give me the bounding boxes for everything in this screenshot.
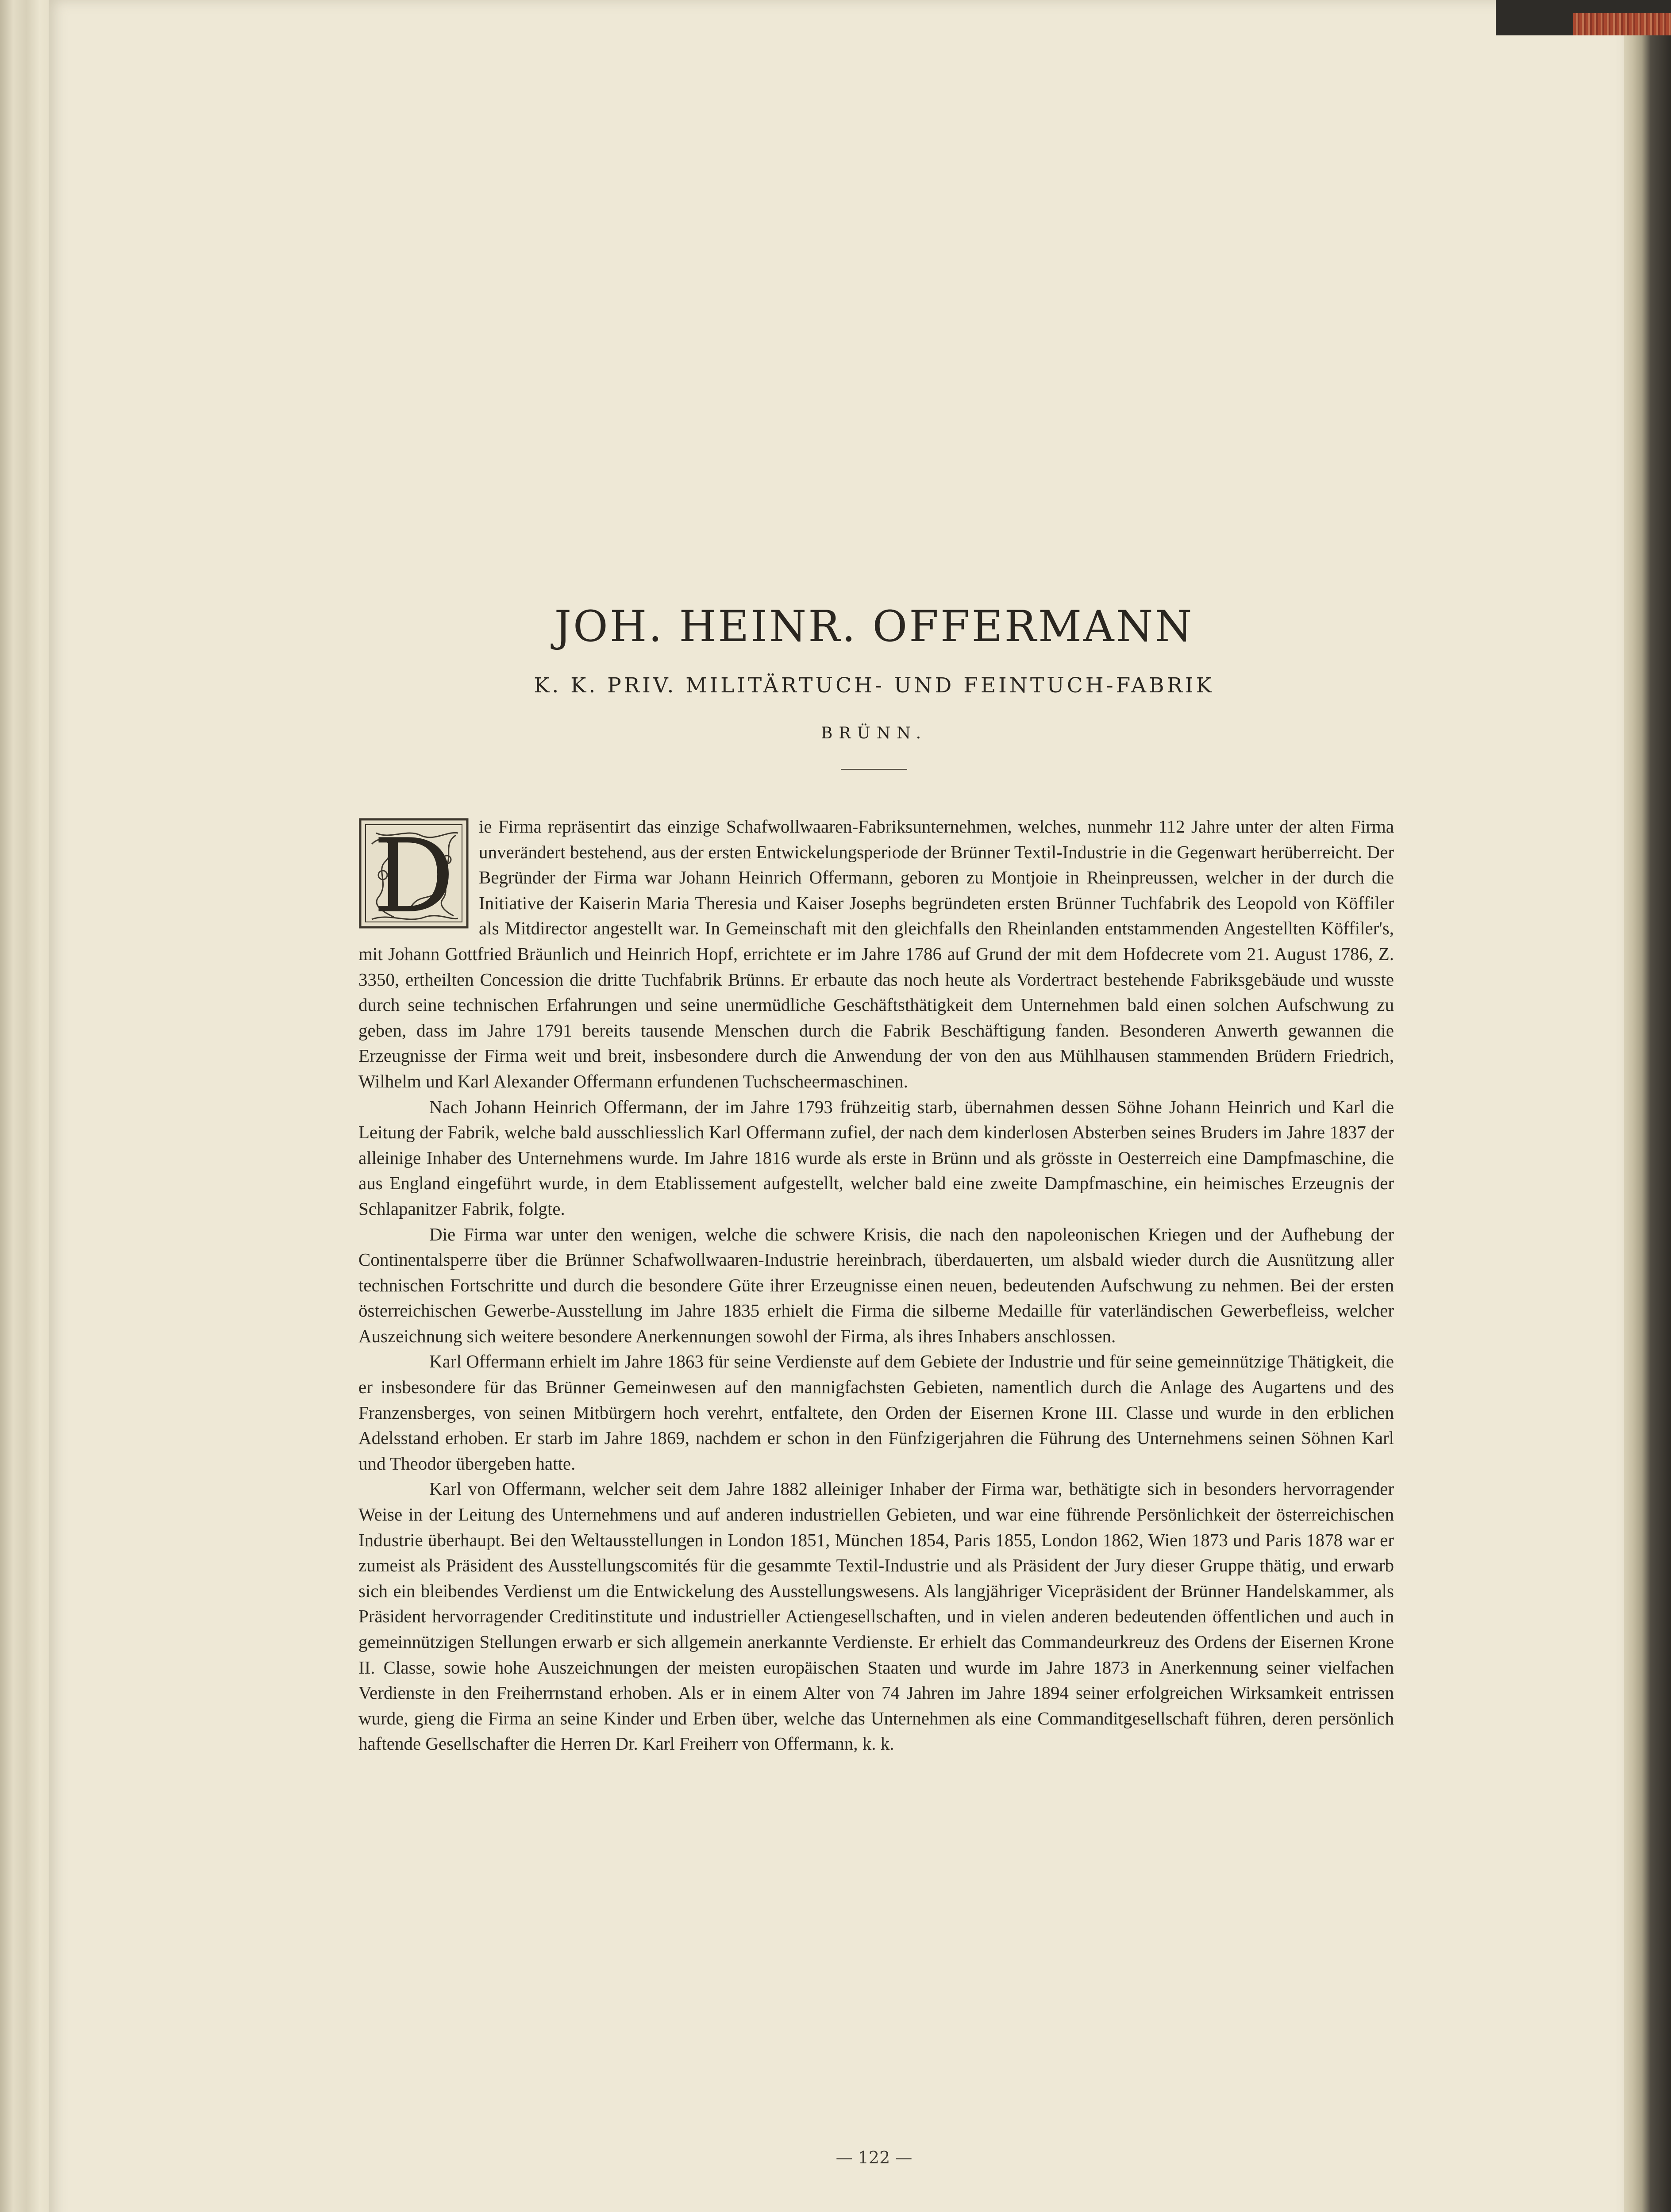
- header-divider: [841, 769, 907, 770]
- facing-page-edge: [1624, 0, 1671, 2212]
- paragraph-5: Karl von Offermann, welcher seit dem Jahre 1882 alleiniger Inhaber der Firma war, bethätigte sich in besonders hervorragender Weise in der Leitung des Unternehmens und auf anderen industriellen Gebieten, und war eine führende Persönlichkeit der österreichischen Industrie überhaupt. Bei den Weltausstellungen in London 1851, München 1854, Paris 1855, London 1862, Wien 1873 und Paris 1878 war er zumeist als Präsident des Ausstellungscomités für die gesammte Textil-Industrie und als Präsident der Jury dieser Gruppe thätig, und erwarb sich ein bleibendes Verdienst um die Entwickelung des Ausstellungswesens. Als langjähriger Vicepräsident der Brünner Handelskammer, als Präsident hervorragender Creditinstitute und industrieller Actiengesellschaften, und in vielen anderen bedeutenden öffentlichen und auch in gemeinnützigen Stellungen erwarb er sich allgemein anerkannte Verdienste. Er erhielt das Commandeurkreuz des Ordens der Eisernen Krone II. Classe, sowie hohe Auszeichnungen der meisten europäischen Staaten und wurde im Jahre 1873 in Anerkennung seiner vielfachen Verdienste in den Freiherrnstand erhoben. Als er in einem Alter von 74 Jahren im Jahre 1894 seiner erfolgreichen Wirksamkeit entrissen wurde, gieng die Firma an seine Kinder und Erben über, welche das Unternehmen als eine Commanditgesellschaft führen, deren persönlich haftende Gesellschafter die Herren Dr. Karl Freiherr von Offermann, k. k.: [358, 1479, 1394, 1754]
- page-number: — 122 —: [836, 2148, 913, 2167]
- paragraph-2: Nach Johann Heinrich Offermann, der im Jahre 1793 frühzeitig starb, übernahmen dessen Söhne Johann Heinrich und Karl die Leitung der Fabrik, welche bald ausschliesslich Karl Offermann zufiel, der nach dem kinderlosen Absterben seines Bruders im Jahre 1837 der alleinige Inhaber des Unternehmens wurde. Im Jahre 1816 wurde als erste in Brünn und als grösste in Oesterreich eine Dampfmaschine, die aus England eingeführt wurde, in dem Etablissement aufgestellt, welcher bald eine zweite Dampfmaschine, ein heimisches Erzeugnis der Schlapanitzer Fabrik, folgte.: [358, 1096, 1394, 1219]
- paragraph-4: Karl Offermann erhielt im Jahre 1863 für seine Verdienste auf dem Gebiete der Industrie und für seine gemeinnützige Thätigkeit, die er insbesondere für das Brünner Gemeinwesen auf den mannigfachsten Gebieten, namentlich durch die Anlage des Augartens und des Franzensberges, von seinen Mitbürgern hoch verehrt, entfaltete, den Orden der Eisernen Krone III. Classe und wurde in den erblichen Adelsstand erhoben. Er starb im Jahre 1869, nachdem er schon in den Fünfzigerjahren die Führung des Unternehmens seinen Söhnen Karl und Theodor übergeben hatte.: [358, 1351, 1394, 1474]
- city-name: BRÜNN.: [820, 724, 928, 742]
- paragraph-1: [358, 814, 1394, 1094]
- article-body: [358, 814, 1394, 1757]
- paragraph-3: Die Firma war unter den wenigen, welche die schwere Krisis, die nach den napoleonischen Kriegen und der Aufhebung der Continentalsperre über die Brünner Schafwollwaaren-Industrie hereinbrach, überdauerten, um alsbald wieder durch die Ausnützung aller technischen Fortschritte und durch die besondere Güte ihrer Erzeugnisse einen neuen, bedeutenden Aufschwung zu nehmen. Bei der ersten österreichischen Gewerbe-Ausstellung im Jahre 1835 erhielt die Firma die silberne Medaille für vaterländischen Gewerbefleiss, welcher Auszeichnung sich weitere besondere Anerkennungen sowohl der Firma, als ihres Inhabers anschlossen.: [358, 1224, 1394, 1346]
- article-header: [0, 602, 1671, 770]
- company-subtitle: K. K. PRIV. MILITÄRTUCH- UND FEINTUCH-FABRIK: [534, 673, 1214, 698]
- page-title: JOH. HEINR. OFFERMANN: [554, 602, 1194, 651]
- book-red-edge: [1573, 13, 1671, 35]
- svg-text:D: D: [373, 818, 455, 929]
- paragraph-1-text: ie Firma repräsentirt das einzige Schafwollwaaren-Fabriksunternehmen, welches, nunmehr 112 Jahre unter der alten Firma unverändert bestehend, aus der ersten Entwickelungsperiode der Brünner Textil-Industrie in die Gegenwart herüberreicht. Der Begründer der Firma war Johann Heinrich Offermann, geboren zu Montjoie in Rheinpreussen, welcher in der durch die Initiative der Kaiserin Maria Theresia und Kaiser Josephs begründeten ersten Brünner Tuchfabrik des Leopold von Köffiler als Mitdirector angestellt war. In Gemeinschaft mit den gleichfalls den Rheinlanden entstammenden Angestellten Köffiler's, mit Johann Gottfried Bräunlich und Heinrich Hopf, errichtete er im Jahre 1786 auf Grund der mit dem Hofdecrete vom 21. August 1786, Z. 3350, ertheilten Concession die dritte Tuchfabrik Brünns. Er erbaute das noch heute als Vordertract bestehende Fabriksgebäude und wusste durch seine technischen Erfahrungen und seine unermüdliche Geschäftsthätigkeit dem Unternehmen bald einen solchen Aufschwung zu geben, dass im Jahre 1791 bereits tausende Menschen durch die Fabrik Beschäftigung fanden. Besonderen Anwerth gewannen die Erzeugnisse der Firma weit und breit, insbesondere durch die Anwendung der von den aus Mühlhausen stammenden Brüdern Friedrich, Wilhelm und Karl Alexander Offermann erfundenen Tuchscheermaschinen.: [358, 816, 1394, 1091]
- ornamental-initial: [358, 818, 469, 929]
- ornamental-initial-d-icon: [358, 818, 469, 929]
